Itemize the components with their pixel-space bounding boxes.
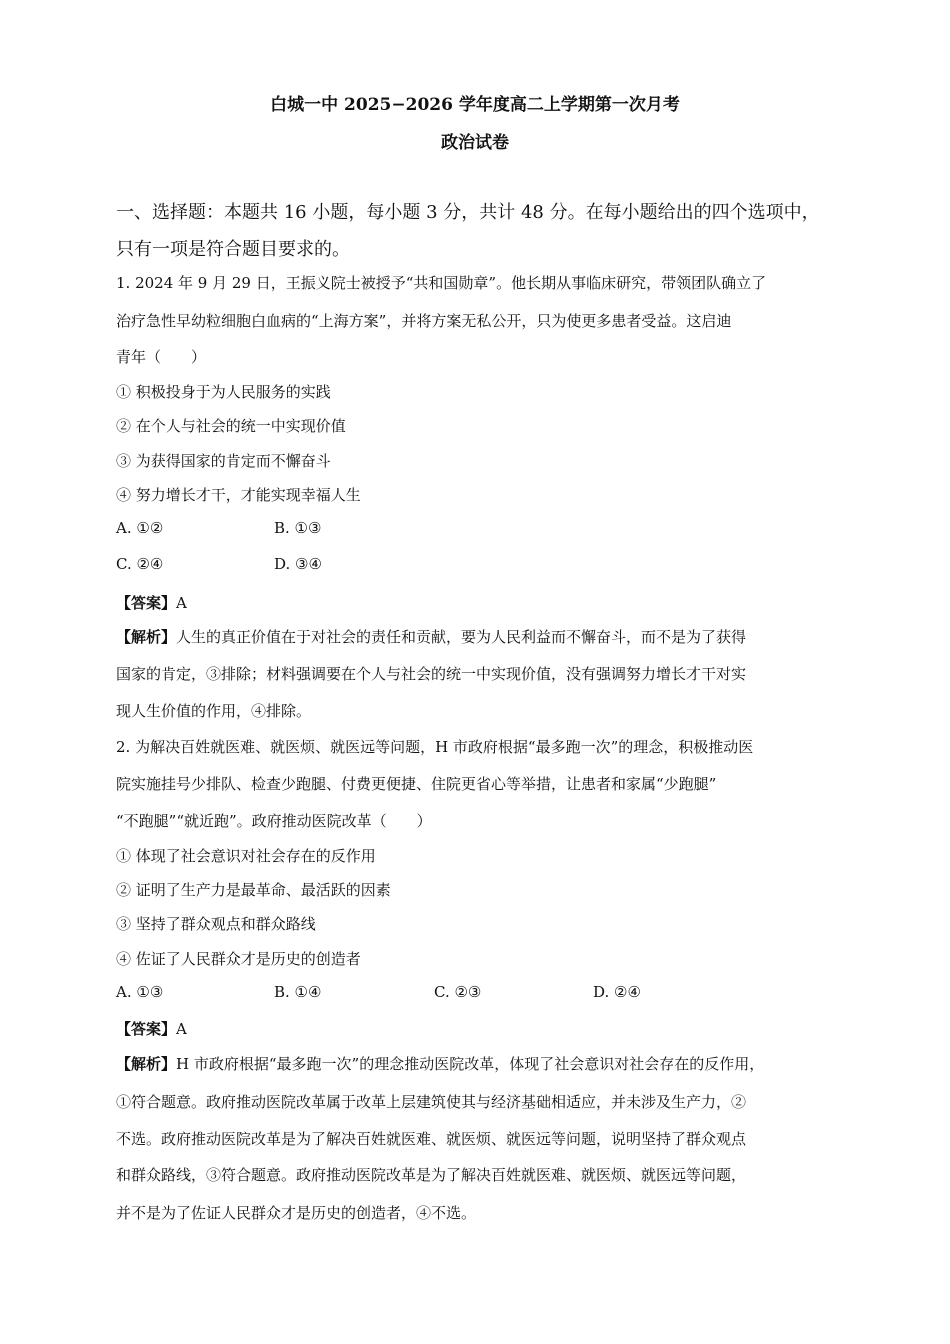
q1-analysis-line-3: 现人生价值的作用，④排除。 — [116, 702, 312, 720]
q2-item-1: ① 体现了社会意识对社会存在的反作用 — [116, 847, 376, 865]
section-instructions-line-1: 一、选择题：本题共 16 小题，每小题 3 分，共计 48 分。在每小题给出的四个选项中， — [116, 202, 820, 223]
q1-analysis-label: 【解析】 — [116, 628, 177, 646]
q2-option-c: C. ②③ — [434, 983, 482, 1001]
q1-option-b: B. ①③ — [274, 519, 322, 537]
q2-analysis-line-5: 并不是为了佐证人民群众才是历史的创造者，④不选。 — [116, 1204, 477, 1222]
q1-stem-line-3: 青年（ ） — [116, 348, 207, 366]
q1-item-1: ① 积极投身于为人民服务的实践 — [116, 383, 331, 401]
q1-stem-line-1: 1. 2024 年 9 月 29 日，王振义院士被授予“共和国勋章”。他长期从事临床研究，带领团队确立了 — [116, 274, 767, 292]
q1-answer-label: 【答案】 — [116, 594, 177, 612]
exam-title: 白城一中 2025−2026 学年度高二上学期第一次月考 — [270, 95, 680, 115]
q2-analysis-text-1: H 市政府根据“最多跑一次”的理念推动医院改革，体现了社会意识对社会存在的反作用， — [176, 1055, 765, 1073]
q2-item-2: ② 证明了生产力是最革命、最活跃的因素 — [116, 881, 391, 899]
q1-option-c: C. ②④ — [116, 555, 164, 573]
section-instructions-line-2: 只有一项是符合题目要求的。 — [116, 239, 350, 260]
q1-option-d: D. ③④ — [274, 555, 322, 573]
exam-subtitle: 政治试卷 — [441, 133, 509, 153]
q2-option-a: A. ①③ — [116, 983, 164, 1001]
q2-answer — [116, 1018, 846, 1039]
q2-answer-value: A — [176, 1020, 187, 1038]
q1-answer — [116, 592, 846, 613]
q2-stem-line-3: “不跑腿”“就近跑”。政府推动医院改革（ ） — [116, 812, 432, 830]
q2-analysis-line-4: 和群众路线，③符合题意。政府推动医院改革是为了解决百姓就医难、就医烦、就医远等问题， — [116, 1166, 747, 1184]
q2-stem-line-2: 院实施挂号少排队、检查少跑腿、付费更便捷、住院更省心等举措，让患者和家属“少跑腿” — [116, 775, 717, 793]
q2-item-3: ③ 坚持了群众观点和群众路线 — [116, 915, 316, 933]
q1-item-2: ② 在个人与社会的统一中实现价值 — [116, 417, 346, 435]
q1-analysis-text-1: 人生的真正价值在于对社会的责任和贡献，要为人民利益而不懈奋斗，而不是为了获得 — [176, 628, 747, 646]
q2-analysis-label: 【解析】 — [116, 1055, 177, 1073]
q2-item-4: ④ 佐证了人民群众才是历史的创造者 — [116, 950, 361, 968]
q1-analysis-line-2: 国家的肯定，③排除；材料强调要在个人与社会的统一中实现价值，没有强调努力增长才干对实 — [116, 665, 747, 683]
q2-analysis-line-2: ①符合题意。政府推动医院改革属于改革上层建筑使其与经济基础相适应，并未涉及生产力，② — [116, 1093, 747, 1111]
q2-answer-label: 【答案】 — [116, 1020, 177, 1038]
q2-stem-line-1: 2. 为解决百姓就医难、就医烦、就医远等问题，H 市政府根据“最多跑一次”的理念，积极推动医 — [116, 738, 754, 756]
q1-answer-value: A — [176, 594, 187, 612]
q1-item-4: ④ 努力增长才干，才能实现幸福人生 — [116, 486, 361, 504]
q2-option-d: D. ②④ — [593, 983, 641, 1001]
q2-option-b: B. ①④ — [274, 983, 322, 1001]
q1-stem-line-2: 治疗急性早幼粒细胞白血病的“上海方案”，并将方案无私公开，只为使更多患者受益。这启迪 — [116, 312, 732, 330]
q1-option-a: A. ①② — [116, 519, 164, 537]
q1-analysis-line-1 — [116, 626, 846, 647]
q2-analysis-line-3: 不选。政府推动医院改革是为了解决百姓就医难、就医烦、就医远等问题，说明坚持了群众观点 — [116, 1130, 747, 1148]
q1-item-3: ③ 为获得国家的肯定而不懈奋斗 — [116, 452, 331, 470]
q2-analysis-line-1 — [116, 1053, 846, 1074]
